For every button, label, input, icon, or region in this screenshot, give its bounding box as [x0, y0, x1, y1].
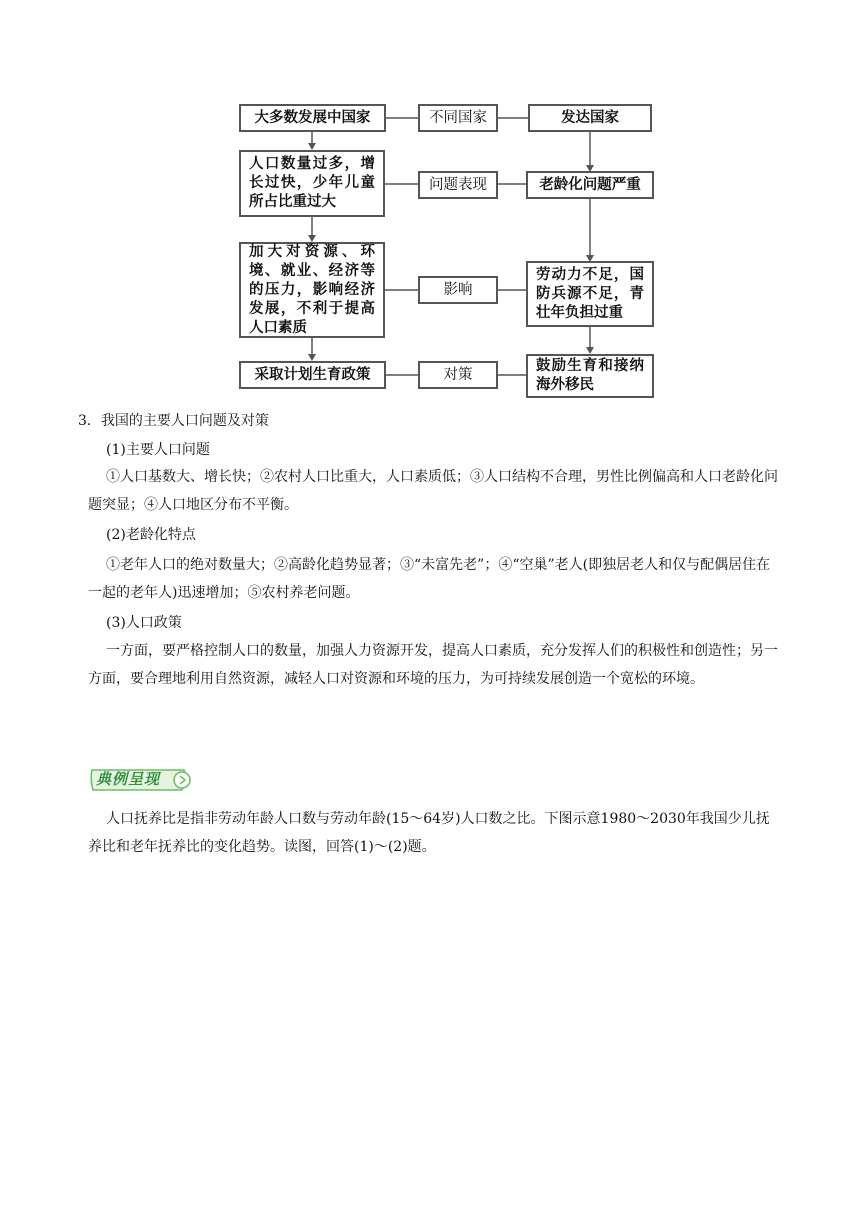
paragraph-main-problems: ①人口基数大、增长快；②农村人口比重大，人口素质低；③人口结构不合理，男性比例偏高和人口老龄化问题突显；④人口地区分布不平衡。	[88, 469, 778, 513]
box-developing-problem	[239, 150, 385, 217]
subheading-main-problems: (1)主要人口问题	[106, 442, 210, 458]
section-heading: 3．我国的主要人口问题及对策	[78, 413, 269, 429]
subheading-aging: (2)老龄化特点	[106, 527, 196, 543]
box-problem-manifestation	[418, 171, 498, 199]
box-developing-policy	[239, 361, 386, 389]
box-impact	[418, 276, 498, 304]
paragraph-example: 人口抚养比是指非劳动年龄人口数与劳动年龄(15～64岁)人口数之比。下图示意1980～2030年我国少儿抚养比和老年抚养比的变化趋势。读图，回答(1)～(2)题。	[88, 811, 770, 855]
box-label: 大多数发展中国家	[254, 109, 371, 126]
box-label: 问题表现	[429, 176, 487, 193]
paragraph-policy: 一方面，要严格控制人口的数量，加强人力资源开发，提高人口素质，充分发挥人们的积极性和创造性；另一方面，要合理地利用自然资源，减轻人口对资源和环境的压力，为可持续发展创造一个宽松的环境。	[88, 643, 778, 687]
box-label: 人口数量过多，增长过快，少年儿童所占比重过大	[249, 156, 375, 210]
box-label: 发达国家	[561, 109, 619, 126]
box-different-countries	[418, 104, 498, 132]
box-label: 加大对资源、环境、就业、经济等的压力，影响经济发展，不利于提高人口素质	[249, 243, 375, 336]
subheading-policy: (3)人口政策	[106, 615, 182, 631]
box-label: 老龄化问题严重	[539, 176, 641, 193]
example-badge	[88, 766, 194, 794]
paragraph-aging: ①老年人口的绝对数量大；②高龄化趋势显著；③“未富先老”；④“空巢”老人(即独居老人和仅与配偶居住在一起的老年人)迅速增加；⑤农村养老问题。	[88, 557, 771, 601]
example-badge-label: 典例呈现	[96, 770, 161, 788]
box-label: 不同国家	[429, 109, 487, 126]
box-developed-countries	[528, 104, 652, 132]
population-flowchart	[0, 0, 860, 400]
box-label: 鼓励生育和接纳海外移民	[536, 358, 644, 393]
box-countermeasure	[418, 361, 498, 389]
box-developed-policy	[526, 354, 654, 398]
flowchart-connectors	[0, 0, 860, 400]
box-label: 影响	[443, 281, 473, 298]
box-developed-impact	[526, 261, 654, 327]
box-label: 采取计划生育政策	[254, 366, 371, 383]
box-developed-problem	[526, 171, 654, 199]
box-label: 劳动力不足，国防兵源不足，青壮年负担过重	[536, 266, 644, 321]
box-developing-countries	[239, 104, 386, 132]
box-developing-impact	[239, 242, 385, 338]
box-label: 对策	[443, 366, 473, 383]
